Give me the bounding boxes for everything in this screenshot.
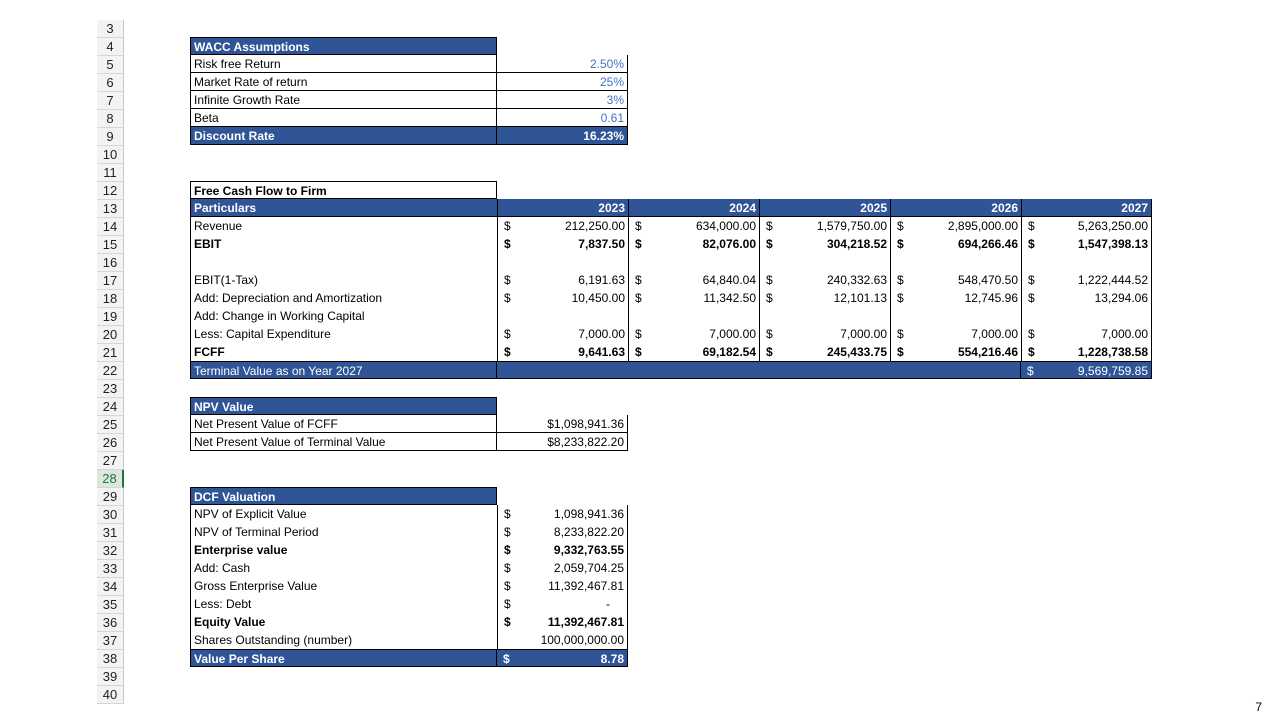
currency-symbol: $: [504, 597, 511, 611]
ebit-tax-value[interactable]: 64,840.04: [702, 273, 756, 287]
currency-symbol: $: [1028, 345, 1035, 359]
ebit-value[interactable]: 82,076.00: [702, 237, 756, 251]
currency-symbol: $: [497, 649, 518, 667]
dcf-value[interactable]: 9,332,763.55: [553, 543, 624, 557]
row-header[interactable]: 24: [97, 398, 124, 416]
revenue-value[interactable]: 2,895,000.00: [947, 219, 1018, 233]
capex-value[interactable]: 7,000.00: [578, 327, 625, 341]
currency-symbol: $: [766, 327, 773, 341]
row-header[interactable]: 23: [97, 380, 124, 398]
currency-symbol: $: [504, 291, 511, 305]
ebit-tax-value[interactable]: 240,332.63: [826, 273, 887, 287]
ebit-value[interactable]: 1,547,398.13: [1077, 237, 1148, 251]
currency-symbol: $: [766, 273, 773, 287]
ebit-value[interactable]: 304,218.52: [826, 237, 887, 251]
capex-value[interactable]: 7,000.00: [1101, 327, 1148, 341]
row-header[interactable]: 25: [97, 416, 124, 434]
row-header[interactable]: 3: [97, 20, 124, 38]
wacc-value[interactable]: 2.50%: [497, 55, 628, 73]
wacc-label[interactable]: Beta: [190, 109, 497, 127]
currency-symbol: $: [635, 345, 642, 359]
row-header[interactable]: 8: [97, 110, 124, 128]
dcf-label[interactable]: Shares Outstanding (number): [194, 633, 353, 647]
currency-symbol: $: [897, 237, 904, 251]
currency-symbol: $: [635, 237, 642, 251]
currency-symbol: $: [635, 291, 642, 305]
ebit-label[interactable]: EBIT: [194, 237, 222, 251]
depreciation-value[interactable]: 12,745.96: [964, 291, 1018, 305]
currency-symbol: $: [635, 219, 642, 233]
row-header[interactable]: 39: [97, 668, 124, 686]
dcf-label[interactable]: Add: Cash: [194, 561, 251, 575]
fcff-value[interactable]: 69,182.54: [702, 345, 756, 359]
depreciation-value[interactable]: 13,294.06: [1094, 291, 1148, 305]
depreciation-value[interactable]: 11,342.50: [703, 291, 756, 305]
row-header[interactable]: 6: [97, 74, 124, 92]
dcf-label[interactable]: Less: Debt: [194, 597, 252, 611]
ebit-value[interactable]: 694,266.46: [957, 237, 1018, 251]
row-header[interactable]: 17: [97, 272, 124, 290]
currency-symbol: $: [766, 345, 773, 359]
npv-title[interactable]: NPV Value: [190, 397, 497, 415]
currency-symbol: $: [504, 237, 511, 251]
ebit-tax-value[interactable]: 6,191.63: [578, 273, 625, 287]
dcf-value[interactable]: 100,000,000.00: [540, 633, 624, 647]
row-header[interactable]: 19: [97, 308, 124, 326]
fcff-value[interactable]: 554,216.46: [957, 345, 1018, 359]
currency-symbol: $: [504, 615, 511, 629]
row-header[interactable]: 38: [97, 650, 124, 668]
currency-symbol: $: [504, 525, 511, 539]
npv-label[interactable]: Net Present Value of FCFF: [190, 415, 497, 433]
revenue-value[interactable]: 5,263,250.00: [1077, 219, 1148, 233]
capex-value[interactable]: 7,000.00: [840, 327, 887, 341]
revenue-value[interactable]: 1,579,750.00: [816, 219, 887, 233]
revenue-value[interactable]: 212,250.00: [564, 219, 625, 233]
fcff-label[interactable]: FCFF: [194, 345, 225, 359]
row-header[interactable]: 11: [97, 164, 124, 182]
currency-symbol: $: [635, 273, 642, 287]
row-header[interactable]: 21: [97, 344, 124, 362]
currency-symbol: $: [504, 507, 511, 521]
currency-symbol: $: [504, 219, 511, 233]
npv-label[interactable]: Net Present Value of Terminal Value: [190, 433, 497, 451]
depreciation-label[interactable]: Add: Depreciation and Amortization: [194, 291, 383, 305]
row-header[interactable]: 15: [97, 236, 124, 254]
currency-symbol: $: [766, 219, 773, 233]
currency-symbol: $: [766, 291, 773, 305]
value-per-share-label[interactable]: Value Per Share: [190, 649, 497, 667]
fcff-title[interactable]: Free Cash Flow to Firm: [190, 181, 497, 199]
wacc-label[interactable]: Market Rate of return: [190, 73, 497, 91]
row-header[interactable]: 14: [97, 218, 124, 236]
row-header[interactable]: 37: [97, 632, 124, 650]
particulars-header[interactable]: Particulars: [190, 199, 497, 217]
currency-symbol: $: [897, 219, 904, 233]
row-header[interactable]: 9: [97, 128, 124, 146]
wacc-label[interactable]: Infinite Growth Rate: [190, 91, 497, 109]
revenue-label[interactable]: Revenue: [194, 219, 243, 233]
currency-symbol: $: [1028, 273, 1035, 287]
currency-symbol: $: [1021, 361, 1042, 379]
dcf-title[interactable]: DCF Valuation: [190, 487, 497, 505]
row-header[interactable]: 5: [97, 56, 124, 74]
row-header[interactable]: 32: [97, 542, 124, 560]
fcff-value[interactable]: 9,641.63: [578, 345, 625, 359]
currency-symbol: $: [1028, 219, 1035, 233]
page-number: 7: [1255, 700, 1262, 714]
row-header[interactable]: 30: [97, 506, 124, 524]
currency-symbol: $: [897, 273, 904, 287]
row-header[interactable]: 26: [97, 434, 124, 452]
wacc-value[interactable]: 0.61: [497, 109, 628, 127]
currency-symbol: $: [1028, 237, 1035, 251]
ebit-tax-value[interactable]: 548,470.50: [957, 273, 1018, 287]
currency-symbol: $: [504, 345, 511, 359]
row-header[interactable]: 10: [97, 146, 124, 164]
dcf-label[interactable]: NPV of Explicit Value: [194, 507, 307, 521]
dcf-value[interactable]: -: [606, 597, 610, 611]
ebit-tax-label[interactable]: EBIT(1-Tax): [194, 273, 259, 287]
dcf-label[interactable]: Gross Enterprise Value: [194, 579, 318, 593]
dcf-value[interactable]: 2,059,704.25: [553, 561, 624, 575]
year-header[interactable]: 2023: [497, 199, 628, 217]
currency-symbol: $: [897, 327, 904, 341]
currency-symbol: $: [504, 273, 511, 287]
fcff-value[interactable]: 1,228,738.58: [1077, 345, 1148, 359]
currency-symbol: $: [504, 579, 511, 593]
currency-symbol: $: [504, 327, 511, 341]
npv-value[interactable]: $8,233,822.20: [497, 433, 628, 451]
discount-rate-label[interactable]: Discount Rate: [190, 127, 497, 145]
depreciation-value[interactable]: 12,101.13: [833, 291, 887, 305]
year-header[interactable]: 2024: [628, 199, 759, 217]
row-header[interactable]: 4: [97, 38, 124, 56]
row-header[interactable]: 16: [97, 254, 124, 272]
wacc-title[interactable]: WACC Assumptions: [190, 37, 497, 55]
terminal-value[interactable]: 9,569,759.85: [1042, 361, 1152, 379]
dcf-label[interactable]: NPV of Terminal Period: [194, 525, 319, 539]
dcf-value[interactable]: 11,392,467.81: [547, 615, 624, 629]
capex-value[interactable]: 7,000.00: [971, 327, 1018, 341]
row-header[interactable]: 12: [97, 182, 124, 200]
row-header[interactable]: 13: [97, 200, 124, 218]
wacc-label[interactable]: Risk free Return: [190, 55, 497, 73]
terminal-value-spacer: [497, 361, 1021, 379]
row-header[interactable]: 31: [97, 524, 124, 542]
row-header[interactable]: 7: [97, 92, 124, 110]
year-header[interactable]: 2025: [759, 199, 890, 217]
capex-value[interactable]: 7,000.00: [709, 327, 756, 341]
wacc-value[interactable]: 25%: [497, 73, 628, 91]
row-header[interactable]: 20: [97, 326, 124, 344]
currency-symbol: $: [504, 561, 511, 575]
row-header[interactable]: 35: [97, 596, 124, 614]
capex-label[interactable]: Less: Capital Expenditure: [194, 327, 331, 341]
currency-symbol: $: [504, 543, 511, 557]
currency-symbol: $: [897, 291, 904, 305]
row-header[interactable]: 27: [97, 452, 124, 470]
row-header[interactable]: 29: [97, 488, 124, 506]
row-header[interactable]: 36: [97, 614, 124, 632]
currency-symbol: $: [1028, 291, 1035, 305]
row-header[interactable]: 34: [97, 578, 124, 596]
ebit-value[interactable]: 7,837.50: [578, 237, 625, 251]
dcf-value[interactable]: 8,233,822.20: [553, 525, 624, 539]
dcf-value[interactable]: 1,098,941.36: [553, 507, 624, 521]
terminal-value-label[interactable]: Terminal Value as on Year 2027: [190, 361, 497, 379]
row-header[interactable]: 18: [97, 290, 124, 308]
fcff-value[interactable]: 245,433.75: [826, 345, 887, 359]
npv-value[interactable]: $1,098,941.36: [497, 415, 628, 433]
dcf-value[interactable]: 11,392,467.81: [548, 579, 624, 593]
row-header-selected[interactable]: 28: [97, 470, 124, 488]
row-header[interactable]: 40: [97, 686, 124, 704]
working-capital-label[interactable]: Add: Change in Working Capital: [194, 309, 365, 323]
currency-symbol: $: [766, 237, 773, 251]
wacc-value[interactable]: 3%: [497, 91, 628, 109]
currency-symbol: $: [897, 345, 904, 359]
discount-rate-value[interactable]: 16.23%: [497, 127, 628, 145]
revenue-value[interactable]: 634,000.00: [695, 219, 756, 233]
year-header[interactable]: 2027: [1021, 199, 1152, 217]
ebit-tax-value[interactable]: 1,222,444.52: [1077, 273, 1148, 287]
currency-symbol: $: [635, 327, 642, 341]
row-header[interactable]: 22: [97, 362, 124, 380]
dcf-label[interactable]: Equity Value: [194, 615, 266, 629]
dcf-label[interactable]: Enterprise value: [194, 543, 288, 557]
currency-symbol: $: [1028, 327, 1035, 341]
year-header[interactable]: 2026: [890, 199, 1021, 217]
value-per-share-value[interactable]: 8.78: [518, 649, 628, 667]
row-header[interactable]: 33: [97, 560, 124, 578]
depreciation-value[interactable]: 10,450.00: [571, 291, 625, 305]
